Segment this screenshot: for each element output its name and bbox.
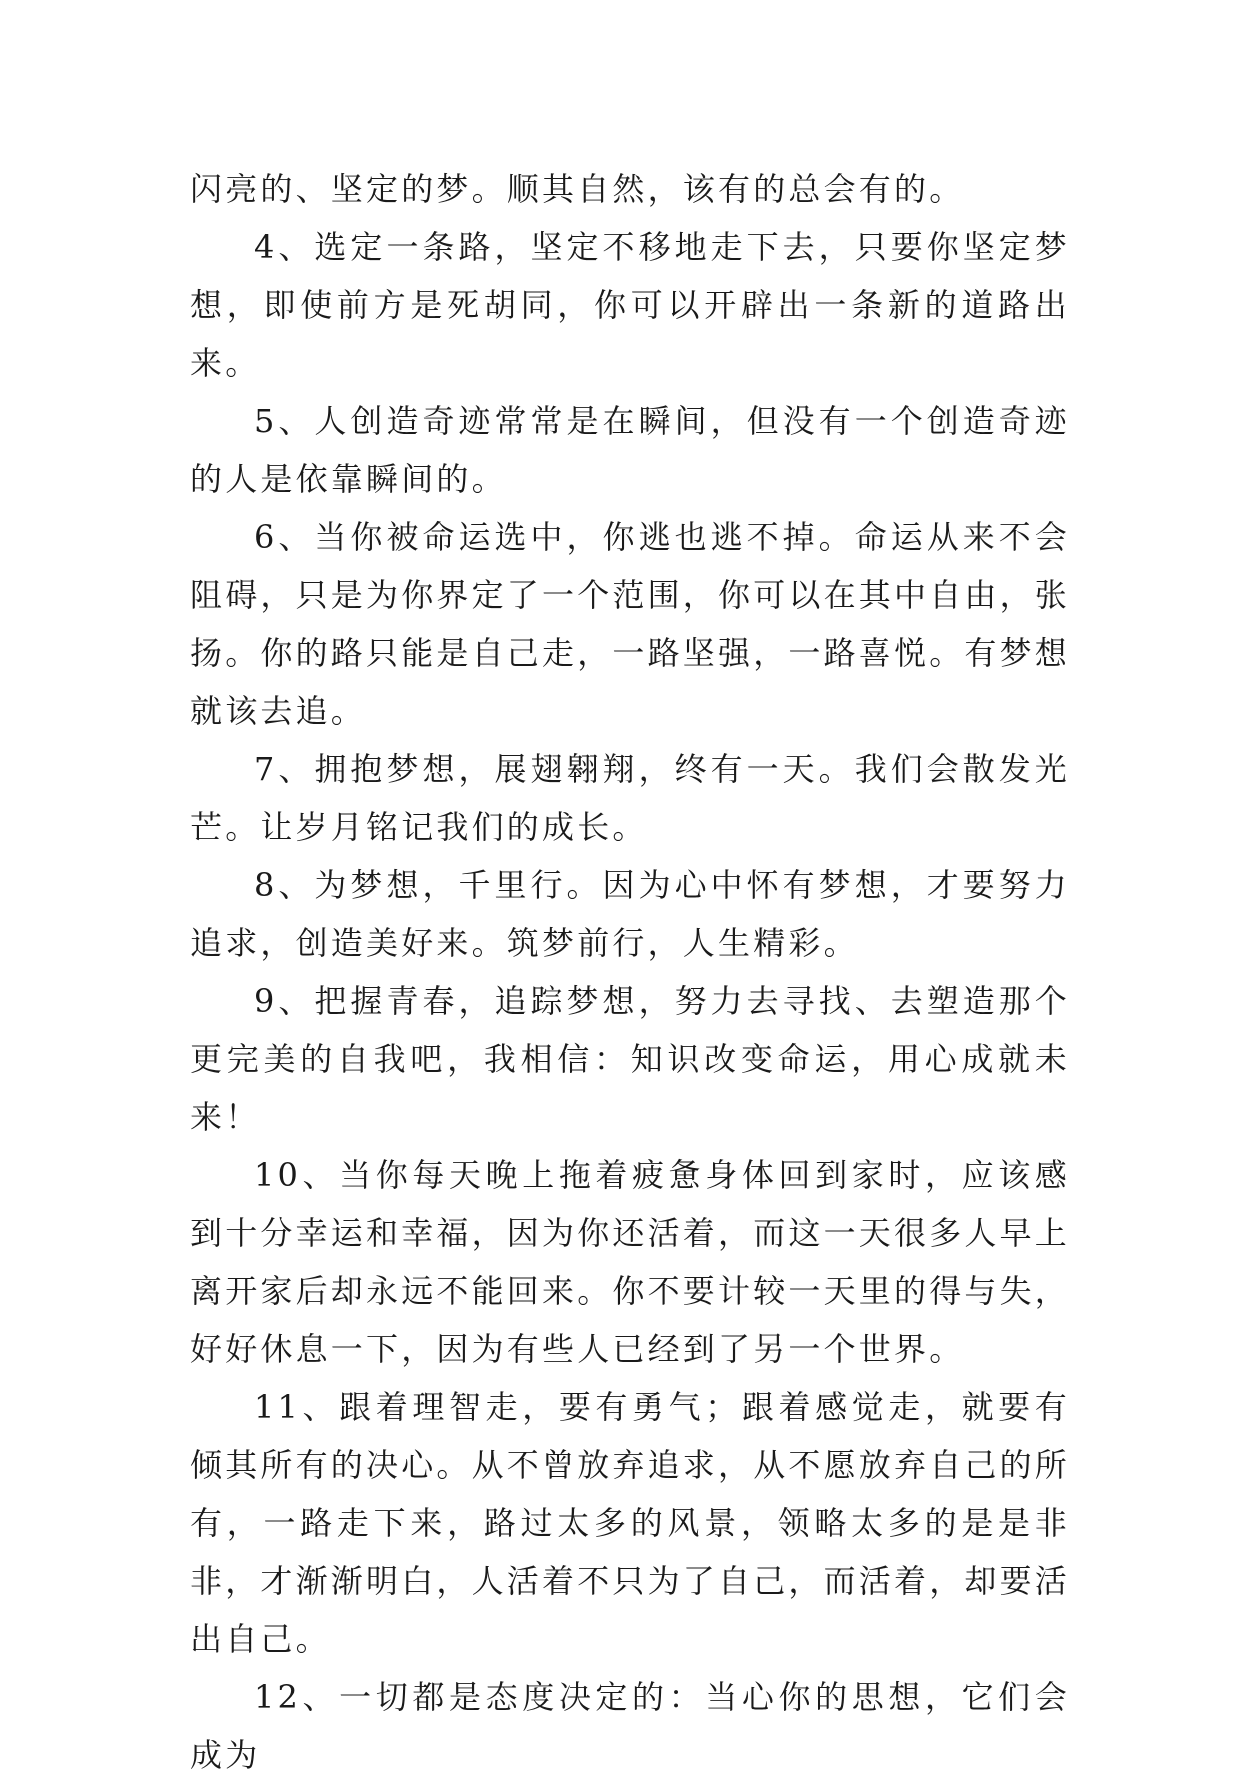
- paragraph-continuation: 闪亮的、坚定的梦。顺其自然，该有的总会有的。: [190, 170, 965, 208]
- paragraph-item-12: 12、一切都是态度决定的：当心你的思想，它们会成为: [190, 1678, 1070, 1774]
- paragraph-item-8: 8、为梦想，千里行。因为心中怀有梦想，才要努力追求，创造美好来。筑梦前行，人生精彩。: [190, 866, 1070, 962]
- document-body: [190, 160, 1070, 1784]
- paragraph-item-4: 4、选定一条路，坚定不移地走下去，只要你坚定梦想，即使前方是死胡同，你可以开辟出一条新的道路出来。: [190, 228, 1070, 382]
- paragraph-item-5: 5、人创造奇迹常常是在瞬间，但没有一个创造奇迹的人是依靠瞬间的。: [190, 402, 1070, 498]
- paragraph-item-9: 9、把握青春，追踪梦想，努力去寻找、去塑造那个更完美的自我吧，我相信：知识改变命运，用心成就未来！: [190, 982, 1070, 1136]
- paragraph-item-7: 7、拥抱梦想，展翅翱翔，终有一天。我们会散发光芒。让岁月铭记我们的成长。: [190, 750, 1070, 846]
- paragraph-item-11: 11、跟着理智走，要有勇气；跟着感觉走，就要有倾其所有的决心。从不曾放弃追求，从不愿放弃自己的所有，一路走下来，路过太多的风景，领略太多的是是非非，才渐渐明白，人活着不只为了自己，而活着，却要活出自己。: [190, 1388, 1071, 1658]
- paragraph-item-6: 6、当你被命运选中，你逃也逃不掉。命运从来不会阻碍，只是为你界定了一个范围，你可以在其中自由，张扬。你的路只能是自己走，一路坚强，一路喜悦。有梦想就该去追。: [190, 518, 1071, 730]
- paragraph-item-10: 10、当你每天晚上拖着疲惫身体回到家时，应该感到十分幸运和幸福，因为你还活着，而这一天很多人早上离开家后却永远不能回来。你不要计较一天里的得与失，好好休息一下，因为有些人已经到了另一个世界。: [190, 1156, 1071, 1368]
